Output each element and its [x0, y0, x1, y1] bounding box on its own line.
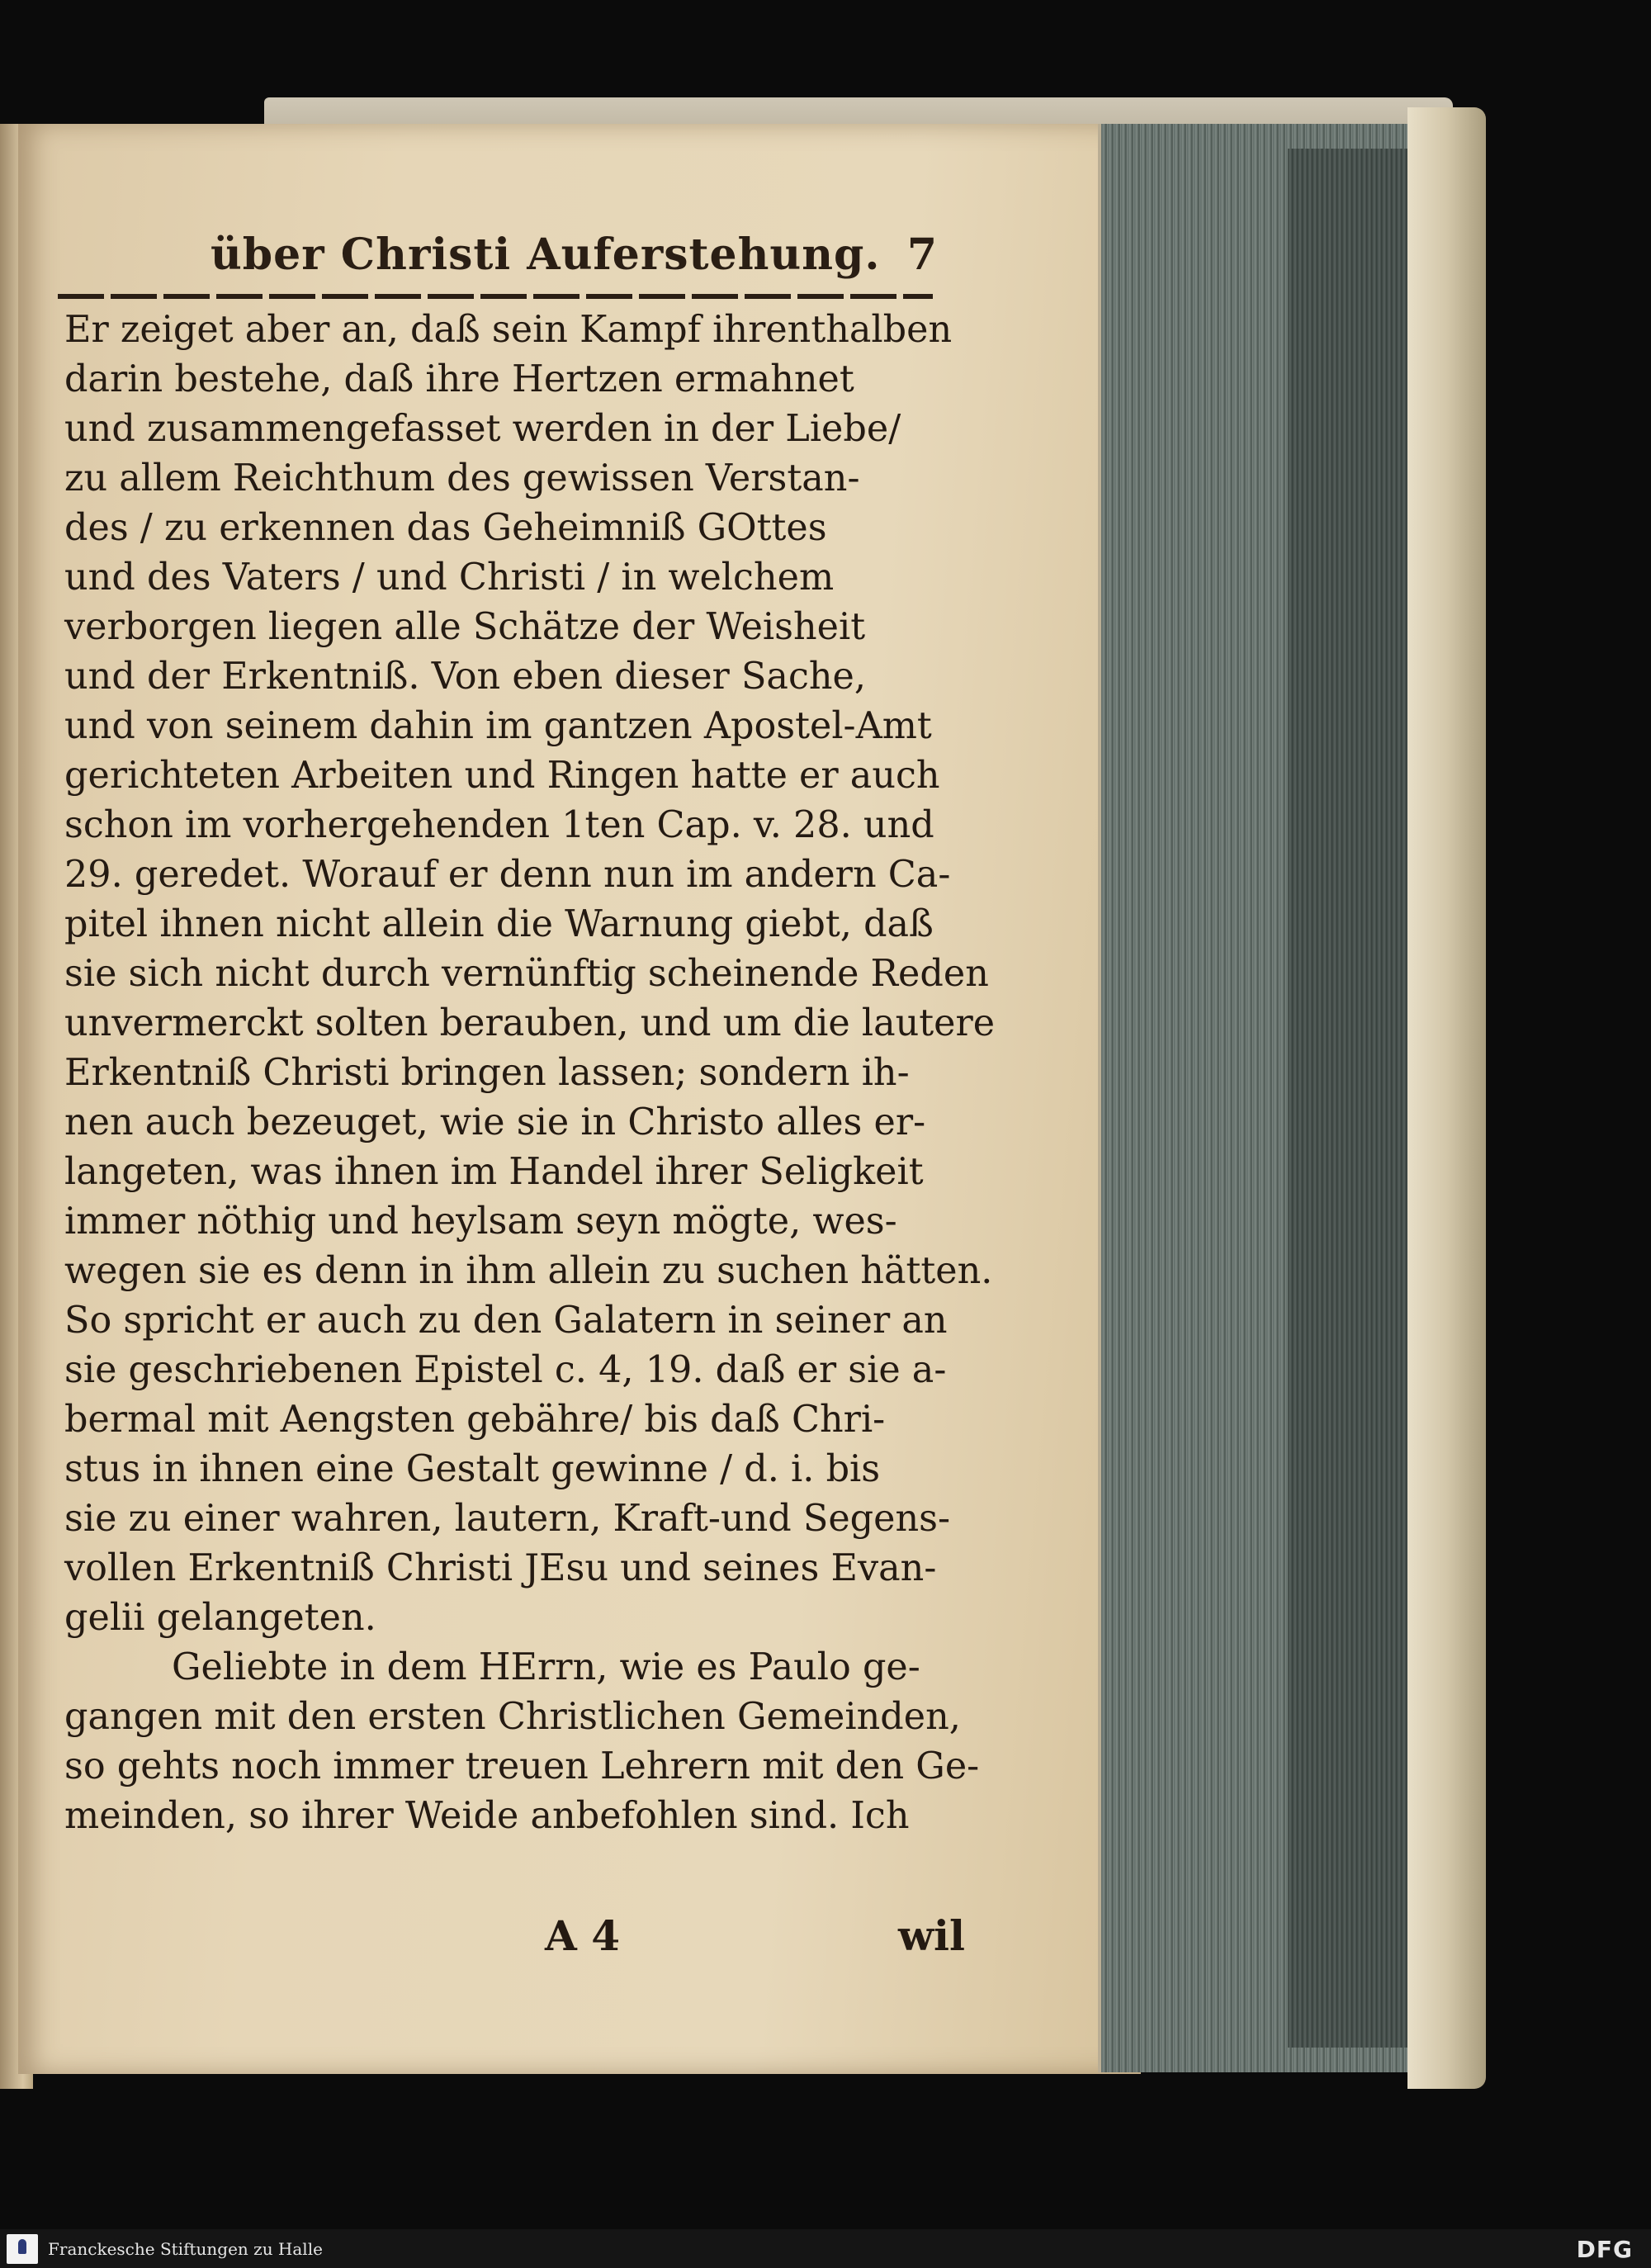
text-line: So spricht er auch zu den Galatern in seiner an: [64, 1300, 948, 1342]
text-line: schon im vorhergehenden 1ten Cap. v. 28. und: [64, 804, 934, 846]
text-line: stus in ihnen eine Gestalt gewinne / d. i. bis: [64, 1448, 881, 1490]
text-line: Geliebte in dem HErrn, wie es Paulo ge-: [172, 1646, 920, 1688]
running-head-title: über Christi Auferstehung.: [211, 230, 881, 280]
text-line: wegen sie es denn in ihm allein zu suchen hätten.: [64, 1250, 993, 1292]
text-line: so gehts noch immer treuen Lehrern mit den Ge-: [64, 1745, 980, 1787]
institution-logo-icon: [7, 2234, 38, 2264]
text-line: 29. geredet. Worauf er denn nun im andern Ca-: [64, 854, 951, 896]
text-line: immer nöthig und heylsam seyn mögte, wes-: [64, 1200, 897, 1243]
text-line: Erkentniß Christi bringen lassen; sondern ih-: [64, 1052, 910, 1094]
page-number: 7: [906, 230, 937, 280]
text-line: und des Vaters / und Christi / in welchem: [64, 556, 835, 599]
text-line: sie zu einer wahren, lautern, Kraft-und Segens-: [64, 1498, 951, 1540]
text-line: unvermerckt solten berauben, und um die lautere: [64, 1002, 996, 1044]
text-line: des / zu erkennen das Geheimniß GOttes: [64, 507, 827, 549]
text-line: zu allem Reichthum des gewissen Verstan-: [64, 457, 860, 500]
text-line: darin bestehe, daß ihre Hertzen ermahnet: [64, 358, 854, 400]
text-line: und von seinem dahin im gantzen Apostel-Amt: [64, 705, 932, 747]
text-line: bermal mit Aengsten gebähre/ bis daß Chri-: [64, 1399, 886, 1441]
text-line: pitel ihnen nicht allein die Warnung giebt, daß: [64, 903, 934, 945]
text-line: gerichteten Arbeiten und Ringen hatte er auch: [64, 755, 940, 797]
text-line: und zusammengefasset werden in der Liebe/: [64, 408, 901, 450]
text-line: gelii gelangeten.: [64, 1597, 376, 1639]
text-line: nen auch bezeuget, wie sie in Christo alles er-: [64, 1101, 926, 1143]
text-line: verborgen liegen alle Schätze der Weisheit: [64, 606, 866, 648]
viewer-footer: [0, 2229, 1651, 2268]
text-line: vollen Erkentniß Christi JEsu und seines Evan-: [64, 1547, 937, 1589]
signature-mark: A 4: [545, 1911, 620, 1960]
catchword: wil: [898, 1911, 966, 1960]
body-text: [64, 305, 996, 1841]
footer-brand: DFG: [1576, 2236, 1633, 2263]
text-line: sie sich nicht durch vernünftig scheinende Reden: [64, 953, 989, 995]
logo-mark: [18, 2239, 26, 2254]
book-cover-right: [1407, 107, 1486, 2089]
head-rule: [58, 294, 933, 299]
text-line: meinden, so ihrer Weide anbefohlen sind. Ich: [64, 1795, 910, 1837]
text-line: langeten, was ihnen im Handel ihrer Seligkeit: [64, 1151, 924, 1193]
footer-owner: Franckesche Stiftungen zu Halle: [48, 2239, 323, 2259]
text-line: sie geschriebenen Epistel c. 4, 19. daß er sie a-: [64, 1349, 947, 1391]
text-line: gangen mit den ersten Christlichen Gemeinden,: [64, 1696, 961, 1738]
book-fore-edge-shadow: [1288, 149, 1412, 2048]
running-head: [211, 230, 937, 287]
text-line: und der Erkentniß. Von eben dieser Sache,: [64, 656, 867, 698]
text-line: Er zeiget aber an, daß sein Kampf ihrenthalben: [64, 309, 953, 351]
